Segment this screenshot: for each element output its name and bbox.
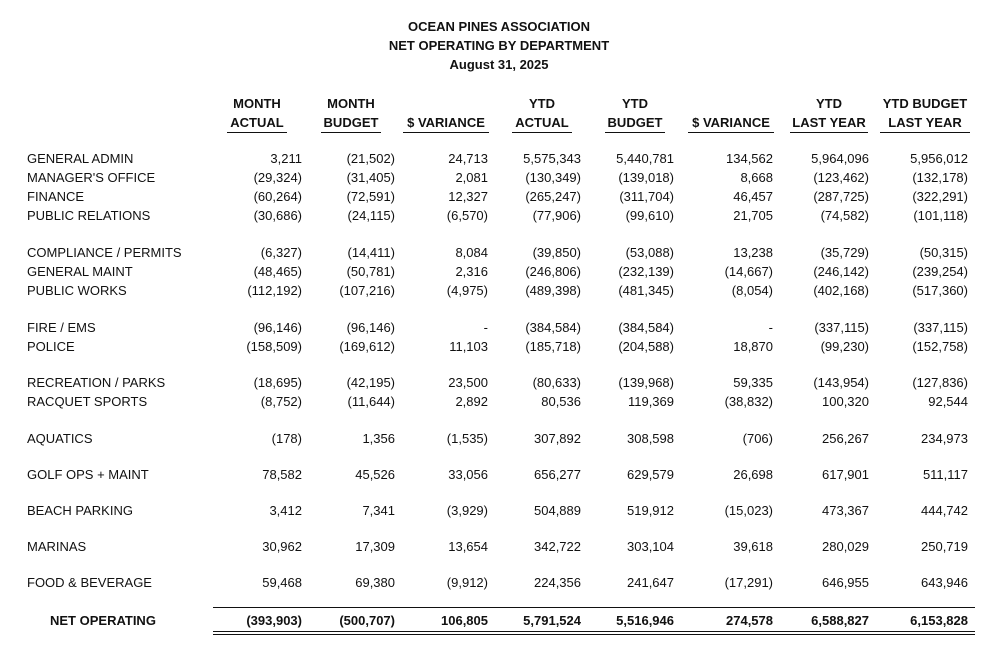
table-cell: (72,591) [346, 189, 395, 204]
table-cell: (42,195) [346, 375, 395, 390]
table-cell: (6,327) [260, 245, 302, 260]
department-name: PUBLIC RELATIONS [27, 208, 151, 223]
table-cell: (107,216) [339, 283, 395, 298]
table-cell: 106,805 [441, 613, 488, 628]
table-cell: (246,142) [813, 264, 869, 279]
table-cell: 7,341 [362, 503, 395, 518]
table-cell: (96,146) [346, 320, 395, 335]
table-cell: 342,722 [534, 539, 581, 554]
department-name: FIRE / EMS [27, 320, 96, 335]
department-name: GENERAL ADMIN [27, 151, 134, 166]
table-cell: (246,806) [525, 264, 581, 279]
table-cell: 511,117 [922, 467, 968, 482]
table-cell: 519,912 [627, 503, 674, 518]
table-cell: (14,411) [347, 245, 395, 260]
table-cell: 92,544 [928, 394, 968, 409]
table-cell: (17,291) [724, 575, 773, 590]
table-cell: 6,588,827 [811, 613, 869, 628]
table-row [0, 465, 998, 484]
report-date: August 31, 2025 [449, 57, 549, 72]
column-header-line2: ACTUAL [512, 113, 572, 133]
table-cell: - [483, 320, 488, 335]
table-cell: (48,465) [253, 264, 302, 279]
table-cell: 21,705 [733, 208, 773, 223]
table-cell: 23,500 [448, 375, 488, 390]
table-cell: 45,526 [355, 467, 395, 482]
table-cell: 2,316 [455, 264, 488, 279]
table-cell: (11,644) [347, 394, 395, 409]
table-cell: (178) [271, 431, 302, 446]
table-cell: 444,742 [921, 503, 968, 518]
table-row [0, 337, 998, 356]
table-cell: (50,315) [919, 245, 968, 260]
table-cell: 78,582 [262, 467, 302, 482]
department-name: RECREATION / PARKS [27, 375, 166, 390]
table-cell: (287,725) [813, 189, 869, 204]
table-row [0, 149, 998, 168]
table-cell: (35,729) [820, 245, 869, 260]
total-row [0, 611, 998, 630]
table-cell: 2,892 [455, 394, 488, 409]
table-cell: (8,752) [260, 394, 302, 409]
table-cell: (80,633) [532, 375, 581, 390]
table-cell: 59,468 [262, 575, 302, 590]
table-cell: 119,369 [627, 394, 674, 409]
table-row [0, 392, 998, 411]
department-name: AQUATICS [27, 431, 93, 446]
table-cell: (185,718) [525, 339, 581, 354]
table-cell: (481,345) [618, 283, 674, 298]
table-row [0, 262, 998, 281]
table-row [0, 187, 998, 206]
table-cell: 656,277 [534, 467, 581, 482]
table-cell: (96,146) [253, 320, 302, 335]
table-cell: 3,211 [270, 151, 302, 166]
table-cell: 26,698 [733, 467, 773, 482]
table-cell: (393,903) [246, 613, 302, 628]
table-cell: (322,291) [912, 189, 968, 204]
table-cell: 69,380 [355, 575, 395, 590]
department-name: RACQUET SPORTS [27, 394, 148, 409]
table-cell: 17,309 [355, 539, 395, 554]
table-cell: 8,084 [455, 245, 488, 260]
column-header [790, 94, 868, 133]
table-row [0, 373, 998, 392]
column-header [403, 94, 489, 133]
department-name: GOLF OPS + MAINT [27, 467, 149, 482]
table-cell: (31,405) [346, 170, 395, 185]
column-header [688, 94, 774, 133]
table-cell: 46,457 [733, 189, 773, 204]
table-cell: 473,367 [822, 503, 869, 518]
table-cell: (706) [742, 431, 773, 446]
table-cell: 5,575,343 [523, 151, 581, 166]
table-cell: 5,440,781 [616, 151, 674, 166]
table-cell: (39,850) [532, 245, 581, 260]
table-cell: 504,889 [534, 503, 581, 518]
table-row [0, 168, 998, 187]
table-row [0, 318, 998, 337]
table-cell: 1,356 [362, 431, 395, 446]
table-cell: 33,056 [448, 467, 488, 482]
table-row [0, 573, 998, 592]
column-header-line1: MONTH [327, 96, 375, 111]
table-cell: (132,178) [912, 170, 968, 185]
table-cell: (77,906) [532, 208, 581, 223]
column-header-line1: YTD BUDGET [882, 96, 968, 111]
department-name: MANAGER'S OFFICE [27, 170, 156, 185]
column-header [605, 94, 665, 133]
table-cell: 617,901 [822, 467, 869, 482]
table-cell: (311,704) [619, 189, 674, 204]
table-cell: 5,956,012 [910, 151, 968, 166]
table-cell: (112,192) [247, 283, 302, 298]
table-row [0, 429, 998, 448]
table-cell: (21,502) [346, 151, 395, 166]
table-cell: 59,335 [733, 375, 773, 390]
table-cell: 3,412 [269, 503, 302, 518]
table-cell: (29,324) [253, 170, 302, 185]
table-cell: (127,836) [912, 375, 968, 390]
table-row [0, 537, 998, 556]
table-cell: 646,955 [822, 575, 869, 590]
table-cell: 241,647 [627, 575, 674, 590]
table-cell: (30,686) [253, 208, 302, 223]
table-cell: (239,254) [912, 264, 968, 279]
table-cell: (139,968) [618, 375, 674, 390]
table-cell: 274,578 [726, 613, 773, 628]
table-cell: (15,023) [724, 503, 773, 518]
table-cell: 307,892 [534, 431, 581, 446]
department-name: PUBLIC WORKS [27, 283, 127, 298]
total-double-underline [213, 634, 975, 635]
table-cell: (101,118) [913, 208, 968, 223]
column-header-line2: $ VARIANCE [403, 113, 489, 133]
total-double-underline [213, 631, 975, 632]
department-name: FOOD & BEVERAGE [27, 575, 152, 590]
table-cell: (4,975) [446, 283, 488, 298]
column-header-line2: BUDGET [321, 113, 381, 133]
table-cell: (50,781) [346, 264, 395, 279]
column-header [880, 94, 970, 133]
table-row [0, 243, 998, 262]
department-name: MARINAS [27, 539, 87, 554]
table-cell: (123,462) [813, 170, 869, 185]
table-cell: 643,946 [921, 575, 968, 590]
table-cell: 5,791,524 [523, 613, 581, 628]
report-organization: OCEAN PINES ASSOCIATION [407, 19, 591, 34]
table-cell: (3,929) [446, 503, 488, 518]
table-cell: (152,758) [912, 339, 968, 354]
column-header-line1 [403, 94, 489, 113]
table-cell: 8,668 [740, 170, 773, 185]
table-cell: (489,398) [525, 283, 581, 298]
table-cell: 30,962 [262, 539, 302, 554]
table-cell: 224,356 [534, 575, 581, 590]
department-name: BEACH PARKING [27, 503, 133, 518]
column-header-line2: LAST YEAR [880, 113, 970, 133]
table-cell: 250,719 [921, 539, 968, 554]
column-header-line1: YTD [529, 96, 555, 111]
column-header-line2: $ VARIANCE [688, 113, 774, 133]
column-header [512, 94, 572, 133]
column-header-line2: ACTUAL [227, 113, 287, 133]
report-title: NET OPERATING BY DEPARTMENT [388, 38, 610, 53]
department-name: COMPLIANCE / PERMITS [27, 245, 182, 260]
table-cell: 12,327 [448, 189, 488, 204]
table-cell: (53,088) [625, 245, 674, 260]
table-cell: 24,713 [448, 151, 488, 166]
column-header-line2: LAST YEAR [790, 113, 868, 133]
table-cell: 308,598 [627, 431, 674, 446]
table-cell: 5,516,946 [616, 613, 674, 628]
column-header-line1: YTD [816, 96, 842, 111]
column-header [227, 94, 287, 133]
department-name: POLICE [27, 339, 75, 354]
table-cell: 2,081 [455, 170, 488, 185]
table-cell: (14,667) [724, 264, 773, 279]
table-cell: (139,018) [618, 170, 674, 185]
table-cell: 303,104 [627, 539, 674, 554]
table-row [0, 501, 998, 520]
table-cell: (337,115) [814, 320, 869, 335]
table-cell: (60,264) [253, 189, 302, 204]
total-top-rule [213, 607, 975, 608]
department-name: FINANCE [27, 189, 85, 204]
table-cell: 5,964,096 [811, 151, 869, 166]
table-cell: - [768, 320, 773, 335]
table-cell: 13,238 [733, 245, 773, 260]
table-cell: 100,320 [822, 394, 869, 409]
table-cell: 134,562 [726, 151, 773, 166]
table-cell: (517,360) [912, 283, 968, 298]
table-cell: (74,582) [820, 208, 869, 223]
table-cell: (158,509) [246, 339, 302, 354]
column-header-line1: MONTH [233, 96, 281, 111]
department-name: GENERAL MAINT [27, 264, 133, 279]
column-header-line2: BUDGET [605, 113, 665, 133]
table-cell: 6,153,828 [910, 613, 968, 628]
column-header-line1 [688, 94, 774, 113]
table-cell: (38,832) [724, 394, 773, 409]
column-header [321, 94, 381, 133]
table-cell: 18,870 [733, 339, 773, 354]
table-cell: 629,579 [627, 467, 674, 482]
table-cell: 11,103 [449, 339, 488, 354]
table-cell: (204,588) [618, 339, 674, 354]
table-cell: (24,115) [347, 208, 395, 223]
table-cell: (265,247) [525, 189, 581, 204]
table-row [0, 281, 998, 300]
total-label: NET OPERATING [50, 613, 156, 628]
table-row [0, 206, 998, 225]
table-cell: (500,707) [339, 613, 395, 628]
table-cell: (384,584) [618, 320, 674, 335]
table-cell: (99,230) [820, 339, 869, 354]
table-cell: 13,654 [448, 539, 488, 554]
table-cell: (232,139) [618, 264, 674, 279]
table-cell: (99,610) [625, 208, 674, 223]
table-cell: (143,954) [813, 375, 869, 390]
table-cell: 280,029 [822, 539, 869, 554]
table-cell: (8,054) [731, 283, 773, 298]
table-cell: (337,115) [913, 320, 968, 335]
table-cell: (9,912) [446, 575, 488, 590]
column-header-line1: YTD [622, 96, 648, 111]
table-cell: (1,535) [446, 431, 488, 446]
table-cell: 39,618 [733, 539, 773, 554]
table-cell: (130,349) [525, 170, 581, 185]
table-cell: 234,973 [921, 431, 968, 446]
table-cell: (18,695) [253, 375, 302, 390]
table-cell: 256,267 [822, 431, 869, 446]
table-cell: (384,584) [525, 320, 581, 335]
table-cell: (169,612) [339, 339, 395, 354]
table-cell: (402,168) [813, 283, 869, 298]
report-header [0, 17, 998, 74]
table-cell: 80,536 [541, 394, 581, 409]
table-cell: (6,570) [446, 208, 488, 223]
